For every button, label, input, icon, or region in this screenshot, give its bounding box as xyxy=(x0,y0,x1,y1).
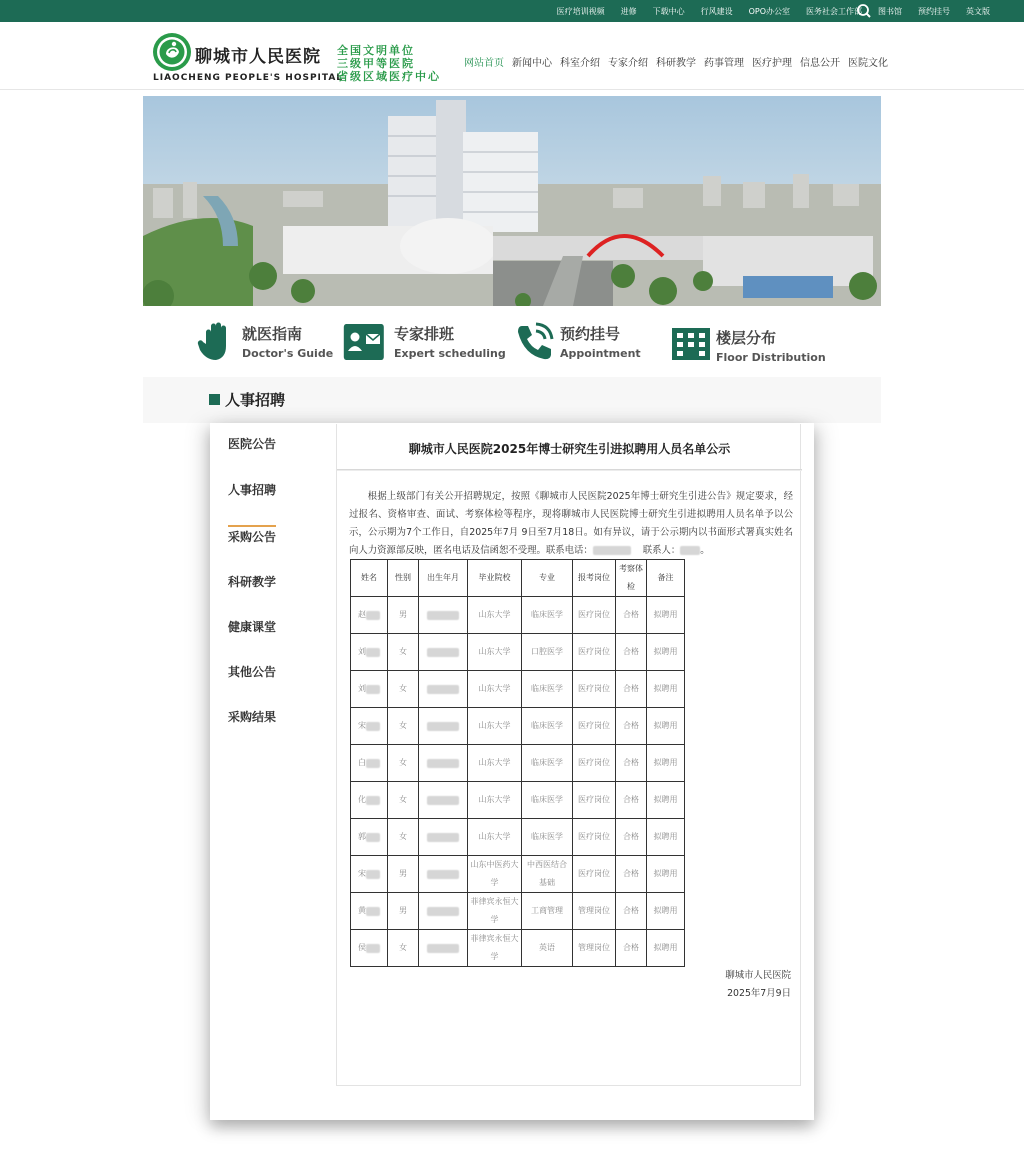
section-marker xyxy=(209,394,220,405)
table-cell: 临床医学 xyxy=(522,819,573,856)
table-row xyxy=(351,856,685,893)
table-cell: 男 xyxy=(388,856,419,893)
table-cell: 女 xyxy=(388,671,419,708)
table-cell: 临床医学 xyxy=(522,708,573,745)
table-cell: 山东大学 xyxy=(468,634,522,671)
table-cell: 医疗岗位 xyxy=(573,745,616,782)
table-row xyxy=(351,893,685,930)
table-cell: 英语 xyxy=(522,930,573,967)
table-cell xyxy=(419,708,468,745)
table-cell: 医疗岗位 xyxy=(573,819,616,856)
quick-link-label: 预约挂号 xyxy=(560,324,621,343)
nav-item[interactable]: 医院文化 xyxy=(848,58,888,69)
table-cell: 拟聘用 xyxy=(647,671,685,708)
table-cell: 医疗岗位 xyxy=(573,856,616,893)
redacted-birthdate xyxy=(427,611,459,620)
table-cell: 赵 xyxy=(351,597,388,634)
table-header-cell: 毕业院校 xyxy=(468,560,522,597)
hospital-name: 聊城市人民医院 xyxy=(195,47,321,67)
table-cell: 合格 xyxy=(616,930,647,967)
site-header xyxy=(0,22,1024,90)
sidebar-item-health[interactable]: 健康课堂 xyxy=(228,620,277,634)
table-cell: 女 xyxy=(388,708,419,745)
table-cell: 男 xyxy=(388,597,419,634)
quick-link-label-en: Floor Distribution xyxy=(716,350,826,364)
table-cell: 拟聘用 xyxy=(647,893,685,930)
nav-item[interactable]: 网站首页 xyxy=(464,58,504,69)
table-cell: 医疗岗位 xyxy=(573,597,616,634)
table-cell: 化 xyxy=(351,782,388,819)
redacted-birthdate xyxy=(427,685,459,694)
redacted-birthdate xyxy=(427,722,459,731)
redacted-birthdate xyxy=(427,759,459,768)
sidebar-item-results[interactable]: 采购结果 xyxy=(228,710,277,724)
hospital-tags xyxy=(337,44,441,83)
redacted-birthdate xyxy=(427,648,459,657)
table-cell: 菲律宾永恒大学 xyxy=(468,930,522,967)
table-cell xyxy=(419,893,468,930)
table-cell: 临床医学 xyxy=(522,671,573,708)
quick-link-schedule[interactable] xyxy=(338,316,506,366)
table-cell: 山东大学 xyxy=(468,597,522,634)
table-header-cell: 备注 xyxy=(647,560,685,597)
hand-icon xyxy=(196,320,238,362)
redacted-contact xyxy=(680,546,700,555)
title-divider xyxy=(337,469,802,471)
table-cell: 拟聘用 xyxy=(647,856,685,893)
table-row xyxy=(351,634,685,671)
nav-item[interactable]: 医疗护理 xyxy=(752,58,792,69)
top-link[interactable]: 行风建设 xyxy=(700,6,733,16)
table-cell: 山东大学 xyxy=(468,819,522,856)
table-cell xyxy=(419,819,468,856)
redacted-name xyxy=(366,833,380,842)
table-cell xyxy=(419,782,468,819)
section-title: 人事招聘 xyxy=(225,391,286,409)
table-cell: 女 xyxy=(388,819,419,856)
table-row xyxy=(351,708,685,745)
table-cell: 合格 xyxy=(616,819,647,856)
quick-link-floors[interactable] xyxy=(670,316,826,366)
section-header xyxy=(143,377,881,423)
nav-item[interactable]: 药事管理 xyxy=(704,58,744,69)
top-utility-bar xyxy=(0,0,1024,22)
hospital-name-en: LIAOCHENG PEOPLE'S HOSPITAL xyxy=(153,73,344,83)
table-cell: 黄 xyxy=(351,893,388,930)
redacted-name xyxy=(366,722,380,731)
redacted-phone xyxy=(593,546,631,555)
table-header-cell: 专业 xyxy=(522,560,573,597)
table-cell: 口腔医学 xyxy=(522,634,573,671)
table-cell xyxy=(419,930,468,967)
redacted-birthdate xyxy=(427,870,459,879)
table-cell: 白 xyxy=(351,745,388,782)
top-link[interactable]: 英文版 xyxy=(966,6,990,16)
table-header-cell: 考察体检 xyxy=(616,560,647,597)
top-links xyxy=(541,0,990,22)
table-cell xyxy=(419,745,468,782)
table-cell: 女 xyxy=(388,745,419,782)
quick-link-label-en: Expert scheduling xyxy=(394,346,506,360)
nav-item[interactable]: 科研教学 xyxy=(656,58,696,69)
id-card-icon xyxy=(338,320,390,362)
table-header-cell: 出生年月 xyxy=(419,560,468,597)
table-cell: 合格 xyxy=(616,671,647,708)
table-cell: 合格 xyxy=(616,634,647,671)
table-cell xyxy=(419,671,468,708)
table-cell: 宋 xyxy=(351,856,388,893)
active-item-underline xyxy=(228,525,276,527)
table-cell: 拟聘用 xyxy=(647,597,685,634)
table-cell: 宋 xyxy=(351,708,388,745)
table-row xyxy=(351,597,685,634)
table-cell: 山东大学 xyxy=(468,782,522,819)
table-cell xyxy=(419,597,468,634)
table-cell: 拟聘用 xyxy=(647,708,685,745)
content-card xyxy=(210,423,814,1120)
building-icon xyxy=(670,320,712,362)
redacted-name xyxy=(366,796,380,805)
table-cell: 工商管理 xyxy=(522,893,573,930)
table-cell: 山东大学 xyxy=(468,671,522,708)
table-cell: 侯 xyxy=(351,930,388,967)
redacted-birthdate xyxy=(427,833,459,842)
table-cell: 医疗岗位 xyxy=(573,671,616,708)
body-end: 。 xyxy=(700,545,710,556)
search-icon[interactable] xyxy=(855,2,873,20)
table-cell: 刘 xyxy=(351,634,388,671)
main-nav xyxy=(464,54,896,69)
top-link[interactable]: 预约挂号 xyxy=(918,6,950,16)
quick-link-label: 楼层分布 xyxy=(716,328,777,347)
quick-link-label: 专家排班 xyxy=(394,324,455,343)
table-row xyxy=(351,819,685,856)
table-cell: 女 xyxy=(388,782,419,819)
table-cell: 拟聘用 xyxy=(647,634,685,671)
table-row xyxy=(351,930,685,967)
table-cell: 临床医学 xyxy=(522,782,573,819)
tag-line: 省级区域医疗中心 xyxy=(337,70,441,83)
article-body xyxy=(349,488,793,560)
top-link[interactable]: 进修 xyxy=(620,6,637,16)
quick-link-guide[interactable] xyxy=(196,316,333,366)
table-cell: 合格 xyxy=(616,708,647,745)
table-cell: 男 xyxy=(388,893,419,930)
table-cell: 合格 xyxy=(616,893,647,930)
redacted-name xyxy=(366,944,380,953)
table-row xyxy=(351,671,685,708)
top-link[interactable]: 图书馆 xyxy=(878,6,902,16)
table-row xyxy=(351,745,685,782)
top-link[interactable]: OPO办公室 xyxy=(748,6,790,16)
roster-table xyxy=(350,559,685,967)
body-text: 根据上级部门有关公开招聘规定，按照《聊城市人民医院2025年博士研究生引进公告》规定要求，经过报名、资格审查、面试、考察体检等程序，现将聊城市人民医院博士研究生引进拟聘用人员名单予以公示，公示期为7个工作日，自2025年7月 9日至7月18日。如有异议，请于公示期内以书面形式署真实姓名向人力资源部反映，匿名电话及信函恕不受理。联系电话： xyxy=(349,491,793,556)
redacted-name xyxy=(366,870,380,879)
sidebar-item-recruitment[interactable]: 人事招聘 xyxy=(228,483,277,497)
redacted-birthdate xyxy=(427,944,459,953)
phone-icon xyxy=(514,320,556,362)
table-row xyxy=(351,782,685,819)
nav-item[interactable]: 新闻中心 xyxy=(512,58,552,69)
table-cell: 临床医学 xyxy=(522,745,573,782)
table-cell: 山东大学 xyxy=(468,745,522,782)
quick-link-label-en: Appointment xyxy=(560,346,641,360)
table-cell: 合格 xyxy=(616,856,647,893)
table-cell: 拟聘用 xyxy=(647,819,685,856)
publish-date: 2025年7月9日 xyxy=(727,988,791,999)
sidebar-item-announcements[interactable]: 医院公告 xyxy=(228,437,277,451)
table-cell: 临床医学 xyxy=(522,597,573,634)
table-cell: 菲律宾永恒大学 xyxy=(468,893,522,930)
table-header-cell: 姓名 xyxy=(351,560,388,597)
tag-line: 全国文明单位 xyxy=(337,44,415,57)
table-cell: 合格 xyxy=(616,597,647,634)
redacted-birthdate xyxy=(427,907,459,916)
table-cell: 管理岗位 xyxy=(573,930,616,967)
sidebar-item-research[interactable]: 科研教学 xyxy=(228,575,277,589)
quick-link-appointment[interactable] xyxy=(514,316,641,366)
table-cell: 刘 xyxy=(351,671,388,708)
table-cell: 女 xyxy=(388,634,419,671)
table-cell: 郭 xyxy=(351,819,388,856)
top-link[interactable]: 医疗培训视频 xyxy=(556,6,605,16)
quick-link-label-en: Doctor's Guide xyxy=(242,346,334,360)
sidebar-item-other[interactable]: 其他公告 xyxy=(228,665,277,679)
redacted-birthdate xyxy=(427,796,459,805)
table-header-cell: 报考岗位 xyxy=(573,560,616,597)
top-link[interactable]: 下载中心 xyxy=(652,6,685,16)
table-cell: 医疗岗位 xyxy=(573,708,616,745)
hospital-banner-image xyxy=(143,96,881,306)
table-header-cell: 性别 xyxy=(388,560,419,597)
redacted-name xyxy=(366,685,380,694)
table-cell: 合格 xyxy=(616,745,647,782)
sidebar-item-procurement[interactable]: 采购公告 xyxy=(228,530,277,544)
table-cell xyxy=(419,856,468,893)
nav-item[interactable]: 专家介绍 xyxy=(608,58,648,69)
top-link[interactable]: 医务社会工作部 xyxy=(806,6,862,16)
table-cell: 女 xyxy=(388,930,419,967)
table-cell: 拟聘用 xyxy=(647,930,685,967)
article-panel xyxy=(336,424,801,1086)
table-cell xyxy=(419,634,468,671)
redacted-name xyxy=(366,611,380,620)
nav-item[interactable]: 信息公开 xyxy=(800,58,840,69)
table-cell: 拟聘用 xyxy=(647,782,685,819)
redacted-name xyxy=(366,648,380,657)
table-cell: 医疗岗位 xyxy=(573,782,616,819)
article-title: 聊城市人民医院2025年博士研究生引进拟聘用人员名单公示 xyxy=(408,442,731,456)
signature: 聊城市人民医院 xyxy=(725,970,791,981)
table-cell: 中西医结合基础 xyxy=(522,856,573,893)
quick-link-label: 就医指南 xyxy=(242,324,303,343)
table-cell: 拟聘用 xyxy=(647,745,685,782)
hospital-logo[interactable] xyxy=(152,32,192,72)
table-cell: 山东大学 xyxy=(468,708,522,745)
contact-label: 联系人： xyxy=(642,545,681,556)
redacted-name xyxy=(366,907,380,916)
redacted-name xyxy=(366,759,380,768)
table-cell: 医疗岗位 xyxy=(573,634,616,671)
table-cell: 山东中医药大学 xyxy=(468,856,522,893)
tag-line: 三级甲等医院 xyxy=(337,57,415,70)
nav-item[interactable]: 科室介绍 xyxy=(560,58,600,69)
table-cell: 合格 xyxy=(616,782,647,819)
table-cell: 管理岗位 xyxy=(573,893,616,930)
table-header-row xyxy=(351,560,685,597)
